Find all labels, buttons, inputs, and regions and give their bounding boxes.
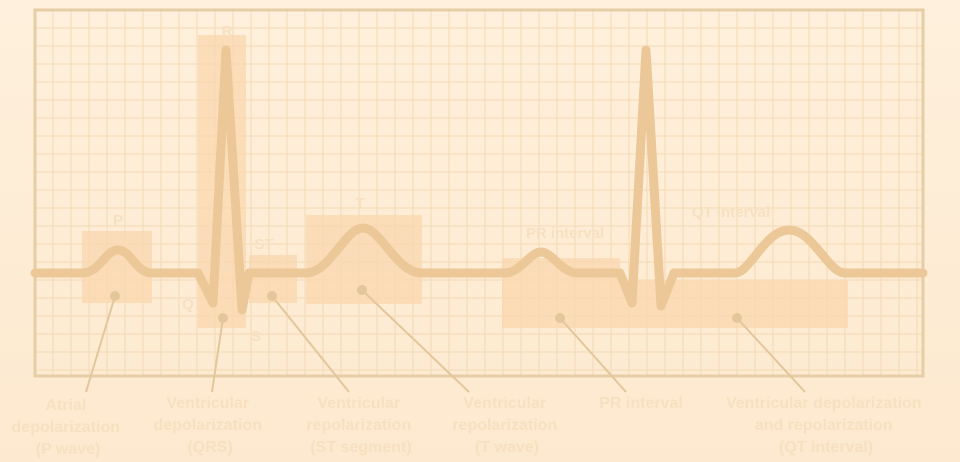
caption-t-line-2: repolarization bbox=[452, 417, 558, 434]
caption-st-line-1: Ventricular bbox=[317, 395, 401, 412]
caption-qrs-line-3: (QRS) bbox=[187, 439, 233, 456]
caption-st-segment bbox=[306, 395, 415, 456]
caption-qrs-line-1: Ventricular bbox=[166, 395, 250, 412]
leader-dot-t bbox=[358, 286, 366, 294]
caption-atrial-line-2: depolarization bbox=[11, 419, 120, 436]
caption-qt-line-2: and repolarization bbox=[754, 417, 893, 434]
caption-qt-line-3: (QT interval) bbox=[778, 439, 874, 456]
caption-qrs bbox=[154, 395, 267, 456]
leader-dot-pr bbox=[556, 314, 564, 322]
s-label: S bbox=[250, 328, 262, 345]
caption-pr-line-1: PR interval bbox=[599, 395, 683, 412]
leader-atrial bbox=[86, 296, 115, 392]
caption-qt-line-1: Ventricular depolarization bbox=[725, 395, 922, 412]
caption-t-line-3: (T wave) bbox=[474, 439, 540, 456]
r-label: R bbox=[221, 23, 233, 40]
t-label: T bbox=[355, 195, 365, 212]
q-label: Q bbox=[182, 296, 194, 313]
leader-qt bbox=[737, 318, 805, 392]
caption-st-line-3: (ST segment) bbox=[310, 439, 412, 456]
caption-pr bbox=[599, 395, 683, 412]
caption-atrial-line-1: Atrial bbox=[45, 397, 87, 414]
leader-dot-qrs bbox=[219, 314, 227, 322]
caption-atrial bbox=[12, 397, 125, 458]
caption-atrial-line-3: (P wave) bbox=[35, 441, 101, 458]
pr-interval-label: PR interval bbox=[525, 225, 605, 242]
caption-t-wave bbox=[452, 395, 561, 456]
caption-qt bbox=[726, 395, 926, 456]
leader-dot-st bbox=[268, 292, 276, 300]
leader-dot-atrial bbox=[111, 292, 119, 300]
ecg-trace bbox=[35, 50, 923, 310]
caption-st-line-2: repolarization bbox=[306, 417, 412, 434]
caption-qrs-line-2: depolarization bbox=[153, 417, 262, 434]
qt-interval-label: QT interval bbox=[691, 204, 771, 221]
leader-dot-qt bbox=[733, 314, 741, 322]
p-label: P bbox=[112, 212, 124, 229]
caption-t-line-1: Ventricular bbox=[463, 395, 547, 412]
leader-st bbox=[272, 296, 349, 392]
st-label: ST bbox=[254, 236, 274, 253]
leader-qrs bbox=[212, 318, 223, 392]
